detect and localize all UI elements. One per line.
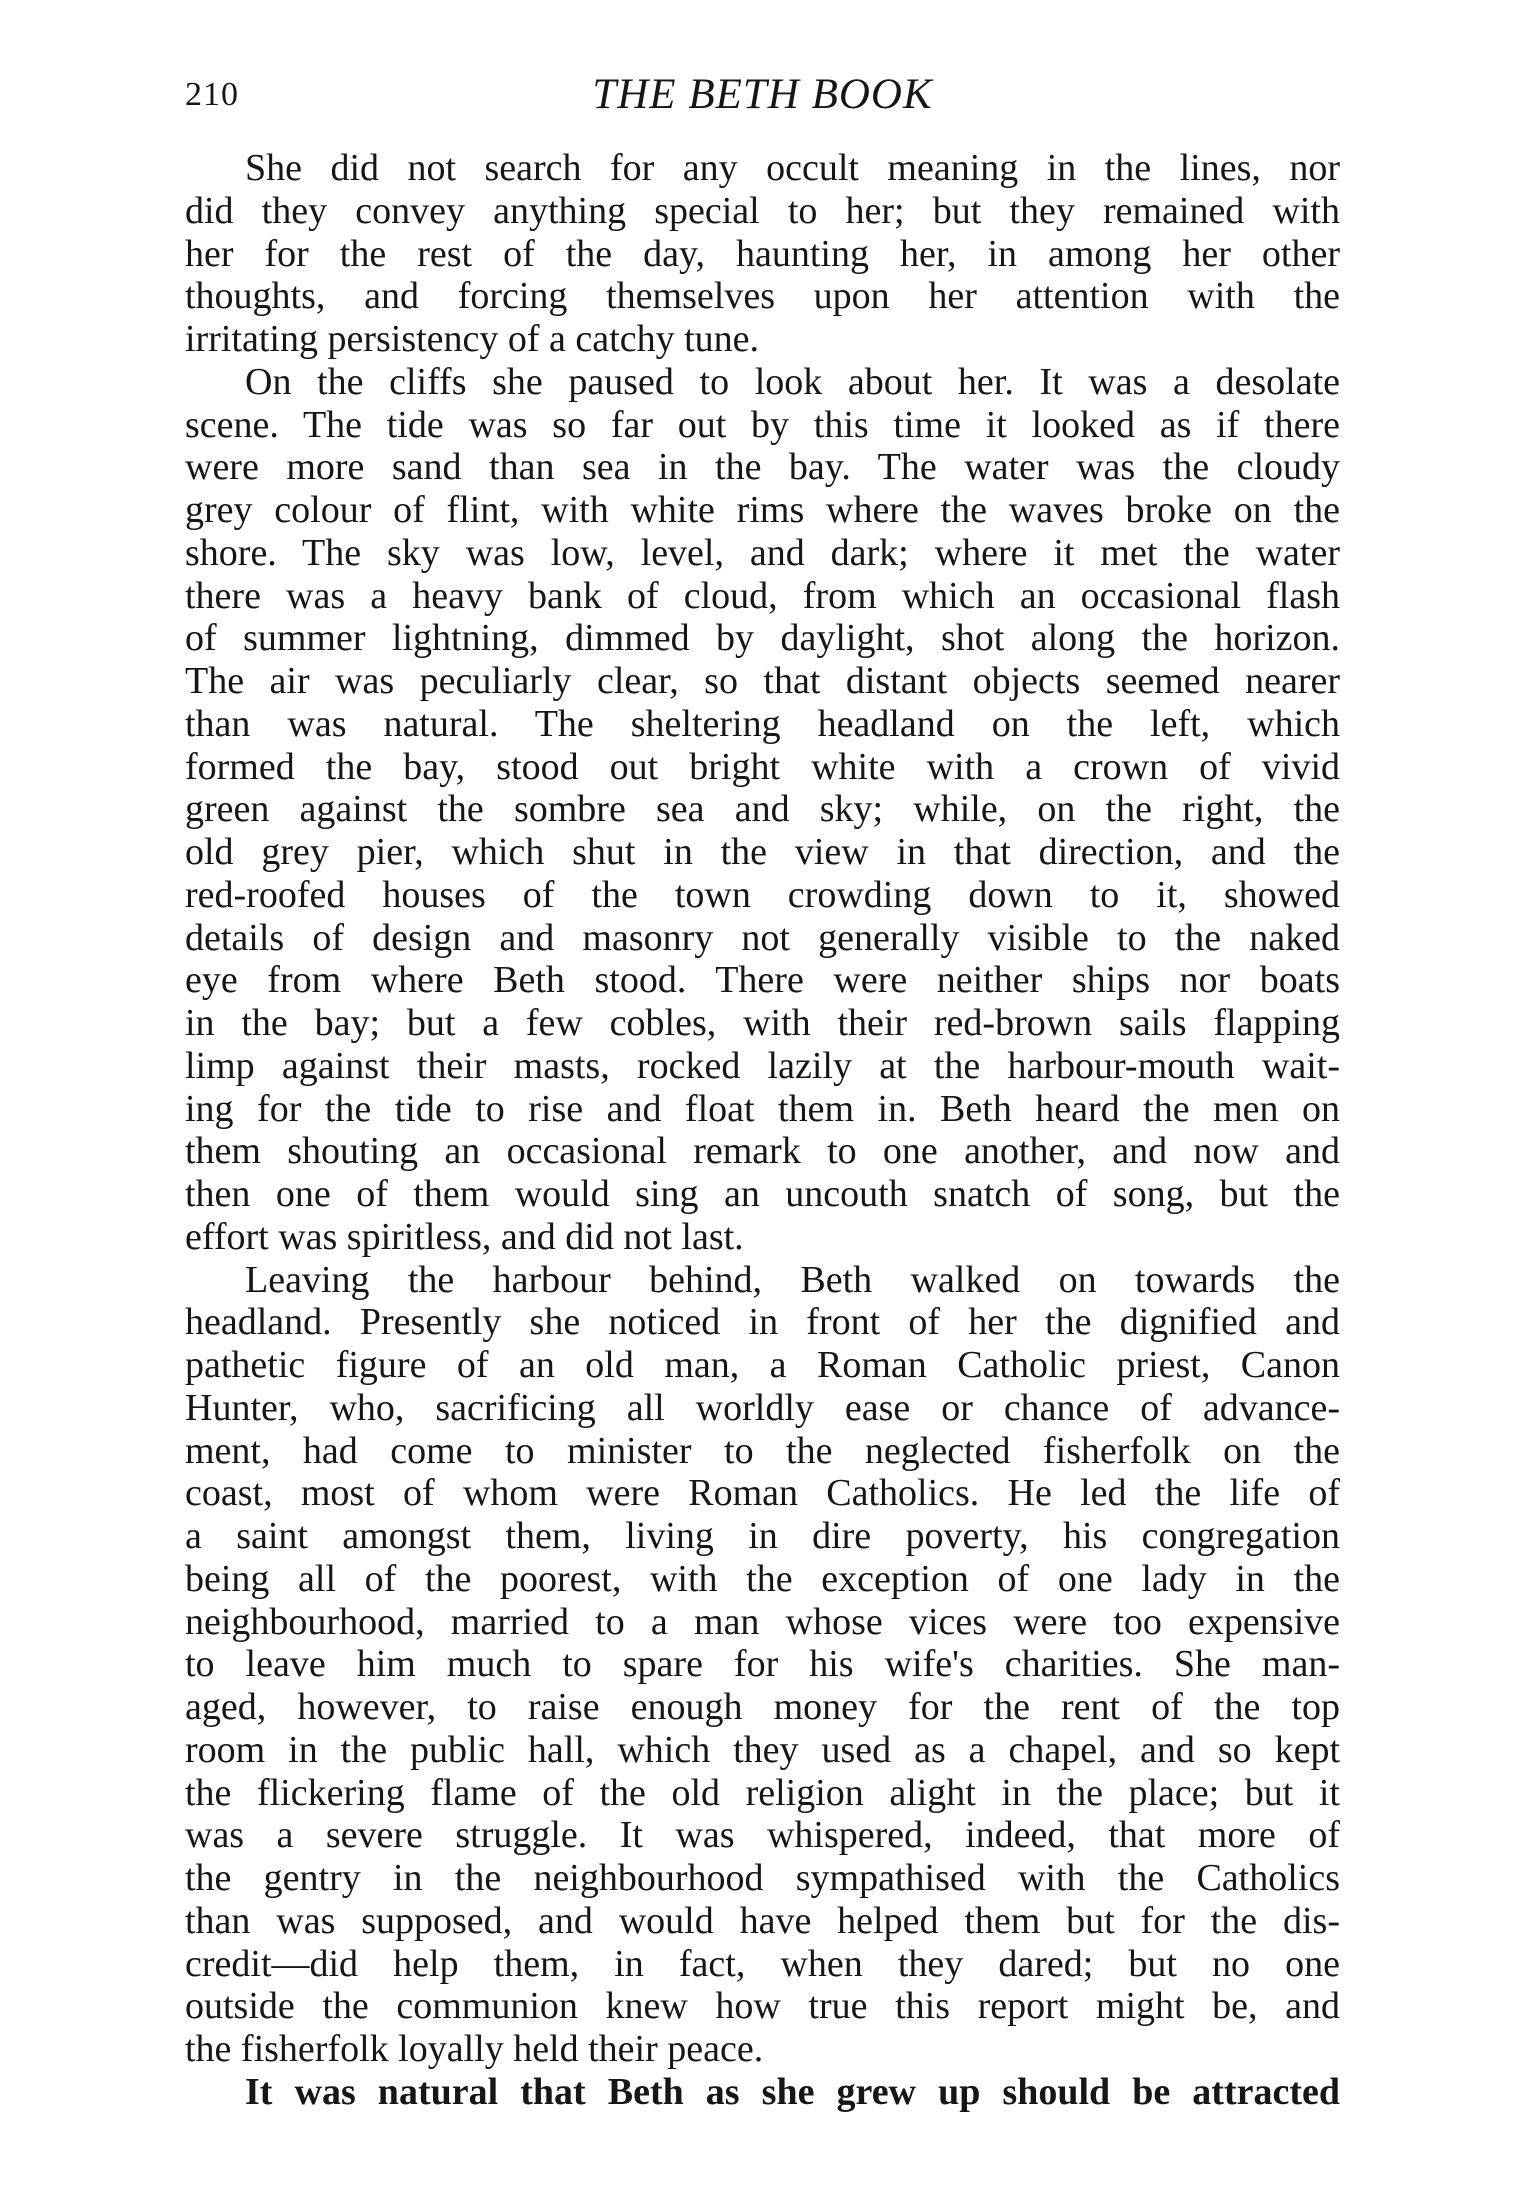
text-line: then one of them would sing an uncouth snatch of song, but the bbox=[185, 1173, 1340, 1215]
text-line: Hunter, who, sacrificing all worldly ease or chance of advance- bbox=[185, 1386, 1340, 1429]
text-line: was a severe struggle. It was whispered, indeed, that more of bbox=[185, 1814, 1340, 1857]
text-line: the gentry in the neighbourhood sympathised with the Catholics bbox=[185, 1857, 1340, 1899]
text-line: there was a heavy bank of cloud, from which an occasional flash bbox=[185, 574, 1340, 617]
text-line: On the cliffs she paused to look about her. It was a desolate bbox=[245, 360, 1340, 403]
text-line: the fisherfolk loyally held their peace. bbox=[185, 2028, 764, 2070]
text-line: ment, had come to minister to the neglected fisherfolk on the bbox=[185, 1429, 1340, 1472]
text-line: eye from where Beth stood. There were neither ships nor boats bbox=[185, 959, 1340, 1002]
book-title: THE BETH BOOK bbox=[592, 71, 933, 118]
text-line: in the bay; but a few cobles, with their red-brown sails flapping bbox=[185, 1002, 1340, 1044]
text-line: to leave him much to spare for his wife's charities. She man- bbox=[185, 1643, 1340, 1686]
text-line: than was supposed, and would have helped them but for the dis- bbox=[185, 1899, 1340, 1942]
text-line: red-roofed houses of the town crowding down to it, showed bbox=[185, 873, 1340, 916]
text-line: scene. The tide was so far out by this time it looked as if there bbox=[185, 403, 1340, 446]
text-line: than was natural. The sheltering headland on the left, which bbox=[185, 702, 1340, 745]
text-line: grey colour of flint, with white rims where the waves broke on the bbox=[185, 489, 1340, 531]
text-line: limp against their masts, rocked lazily at the harbour-mouth wait- bbox=[185, 1044, 1340, 1087]
text-line: them shouting an occasional remark to one another, and now and bbox=[185, 1130, 1340, 1173]
text-line: aged, however, to raise enough money for the rent of the top bbox=[185, 1686, 1340, 1728]
text-line: shore. The sky was low, level, and dark; where it met the water bbox=[185, 531, 1340, 574]
text-line: her for the rest of the day, haunting her, in among her other bbox=[185, 232, 1340, 275]
text-line: formed the bay, stood out bright white with a crown of vivid bbox=[185, 745, 1340, 788]
text-line: She did not search for any occult meaning in the lines, nor bbox=[245, 147, 1340, 189]
text-line: thoughts, and forcing themselves upon her attention with the bbox=[185, 275, 1340, 318]
page-number: 210 bbox=[185, 76, 239, 113]
book-page bbox=[185, 0, 1340, 2212]
text-line: pathetic figure of an old man, a Roman Catholic priest, Canon bbox=[185, 1344, 1340, 1386]
text-line: ing for the tide to rise and float them in. Beth heard the men on bbox=[185, 1087, 1340, 1130]
text-line: The air was peculiarly clear, so that distant objects seemed nearer bbox=[185, 660, 1340, 702]
running-head bbox=[185, 70, 1340, 126]
text-line: headland. Presently she noticed in front of her the dignified and bbox=[185, 1301, 1340, 1344]
text-line: details of design and masonry not generally visible to the naked bbox=[185, 916, 1340, 959]
text-line: of summer lightning, dimmed by daylight, shot along the horizon. bbox=[185, 617, 1340, 660]
text-line: room in the public hall, which they used as a chapel, and so kept bbox=[185, 1728, 1340, 1771]
text-line: It was natural that Beth as she grew up should be attracted bbox=[245, 2070, 1340, 2113]
text-line: credit—did help them, in fact, when they dared; but no one bbox=[185, 1942, 1340, 1985]
text-line: irritating persistency of a catchy tune. bbox=[185, 318, 760, 360]
text-line: effort was spiritless, and did not last. bbox=[185, 1215, 744, 1258]
text-line: being all of the poorest, with the exception of one lady in the bbox=[185, 1557, 1340, 1600]
text-line: outside the communion knew how true this report might be, and bbox=[185, 1985, 1340, 2028]
text-line: coast, most of whom were Roman Catholics. He led the life of bbox=[185, 1472, 1340, 1515]
text-line: a saint amongst them, living in dire poverty, his congregation bbox=[185, 1515, 1340, 1557]
text-line: neighbourhood, married to a man whose vices were too expensive bbox=[185, 1600, 1340, 1643]
text-line: the flickering flame of the old religion alight in the place; but it bbox=[185, 1771, 1340, 1814]
text-line: green against the sombre sea and sky; while, on the right, the bbox=[185, 788, 1340, 831]
text-line: Leaving the harbour behind, Beth walked on towards the bbox=[245, 1258, 1340, 1301]
text-line: did they convey anything special to her; but they remained with bbox=[185, 189, 1340, 232]
text-line: old grey pier, which shut in the view in that direction, and the bbox=[185, 831, 1340, 873]
body-text bbox=[185, 147, 1340, 2114]
text-line: were more sand than sea in the bay. The water was the cloudy bbox=[185, 446, 1340, 489]
